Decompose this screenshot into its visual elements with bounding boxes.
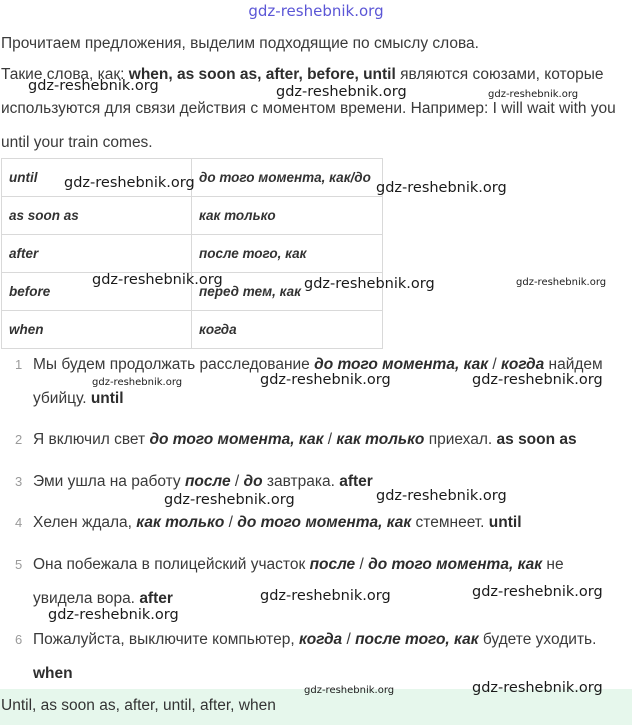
item-text-end: приехал. [424, 431, 497, 448]
item-answer: when [33, 665, 73, 682]
item-option-2: после того, как [355, 631, 479, 648]
table-cell-en: after [2, 235, 192, 273]
watermark: gdz-reshebnik.org [48, 607, 179, 623]
watermark: gdz-reshebnik.org [164, 492, 295, 508]
table-cell-ru: когда [192, 311, 383, 349]
item-text-end: не увидела вора. [33, 556, 564, 607]
item-option-1: после [184, 473, 231, 490]
item-number: 6 [15, 632, 23, 647]
explanation-text [1, 58, 629, 160]
item-separator: / [342, 631, 356, 648]
table-row [2, 311, 383, 349]
watermark: gdz-reshebnik.org [472, 584, 603, 600]
table-cell-ru: перед тем, как [192, 273, 383, 311]
item-text-start: Пожалуйста, выключите компьютер, [33, 631, 299, 648]
item-text [33, 423, 623, 457]
item-number: 3 [15, 474, 23, 489]
watermark: gdz-reshebnik.org [472, 680, 603, 696]
explanation-bold: when, as soon as, after, before, until [128, 66, 396, 83]
item-answer: until [488, 514, 522, 531]
table-row [2, 197, 383, 235]
item-separator: / [355, 556, 369, 573]
item-text-end: стемнеет. [411, 514, 489, 531]
item-number: 4 [15, 515, 23, 530]
item-text [33, 506, 623, 540]
item-answer: until [90, 390, 124, 407]
table-cell-en: until [2, 159, 192, 197]
intro-text: Прочитаем предложения, выделим подходящие по смыслу слова. [1, 35, 479, 52]
watermark: gdz-reshebnik.org [472, 372, 603, 388]
table-cell-en: when [2, 311, 192, 349]
item-option-1: до того момента, как [149, 431, 324, 448]
item-text-start: Хелен ждала, [33, 514, 137, 531]
item-answer: after [139, 590, 173, 607]
watermark: gdz-reshebnik.org [92, 377, 183, 388]
table-cell-en: before [2, 273, 192, 311]
item-answer: as soon as [496, 431, 577, 448]
item-separator: / [224, 514, 238, 531]
watermark: gdz-reshebnik.org [260, 588, 391, 604]
table-cell-ru: до того момента, как/до [192, 159, 383, 197]
item-option-1: до того момента, как [314, 356, 489, 373]
item-number: 1 [15, 357, 23, 372]
item-text-end: будете уходить. [478, 631, 597, 648]
item-answer: after [339, 473, 373, 490]
item-option-2: до того момента, как [237, 514, 412, 531]
item-text-end: найдем убийцу. [33, 356, 603, 407]
explanation-before: Такие слова, как: [1, 66, 129, 83]
watermark: gdz-reshebnik.org [260, 372, 391, 388]
table-cell-en: as soon as [2, 197, 192, 235]
watermark: gdz-reshebnik.org [64, 175, 195, 191]
item-separator: / [323, 431, 337, 448]
item-text-end: завтрака. [262, 473, 340, 490]
item-number: 2 [15, 432, 23, 447]
watermark: gdz-reshebnik.org [516, 277, 607, 288]
watermark: gdz-reshebnik.org [376, 488, 507, 504]
item-option-2: как только [336, 431, 425, 448]
watermark: gdz-reshebnik.org [376, 180, 507, 196]
item-text-start: Эми ушла на работу [33, 473, 185, 490]
item-separator: / [230, 473, 244, 490]
item-text-start: Мы будем продолжать расследование [33, 356, 315, 373]
item-option-1: когда [298, 631, 343, 648]
item-option-2: когда [501, 356, 545, 373]
watermark: gdz-reshebnik.org [92, 272, 223, 288]
table-cell-ru: после того, как [192, 235, 383, 273]
item-option-2: до [243, 473, 263, 490]
watermark: gdz-reshebnik.org [488, 89, 579, 100]
item-text [33, 465, 623, 499]
item-separator: / [488, 356, 502, 373]
table-cell-ru: как только [192, 197, 383, 235]
site-header: gdz-reshebnik.org [248, 2, 384, 20]
watermark: gdz-reshebnik.org [304, 276, 435, 292]
watermark: gdz-reshebnik.org [276, 84, 407, 100]
item-text [33, 548, 623, 616]
item-option-1: как только [136, 514, 225, 531]
explanation-after: являются союзами, которые используются для связи действия с моментом времени. Например: I will wait with you until your train comes. [1, 66, 616, 151]
table-row [2, 235, 383, 273]
item-option-2: до того момента, как [368, 556, 543, 573]
watermark: gdz-reshebnik.org [304, 685, 395, 696]
watermark: gdz-reshebnik.org [28, 78, 159, 94]
item-option-1: после [309, 556, 356, 573]
item-text-start: Она побежала в полицейский участок [33, 556, 310, 573]
item-number: 5 [15, 557, 23, 572]
answer-summary: Until, as soon as, after, until, after, when [1, 697, 276, 714]
item-text-start: Я включил свет [33, 431, 150, 448]
